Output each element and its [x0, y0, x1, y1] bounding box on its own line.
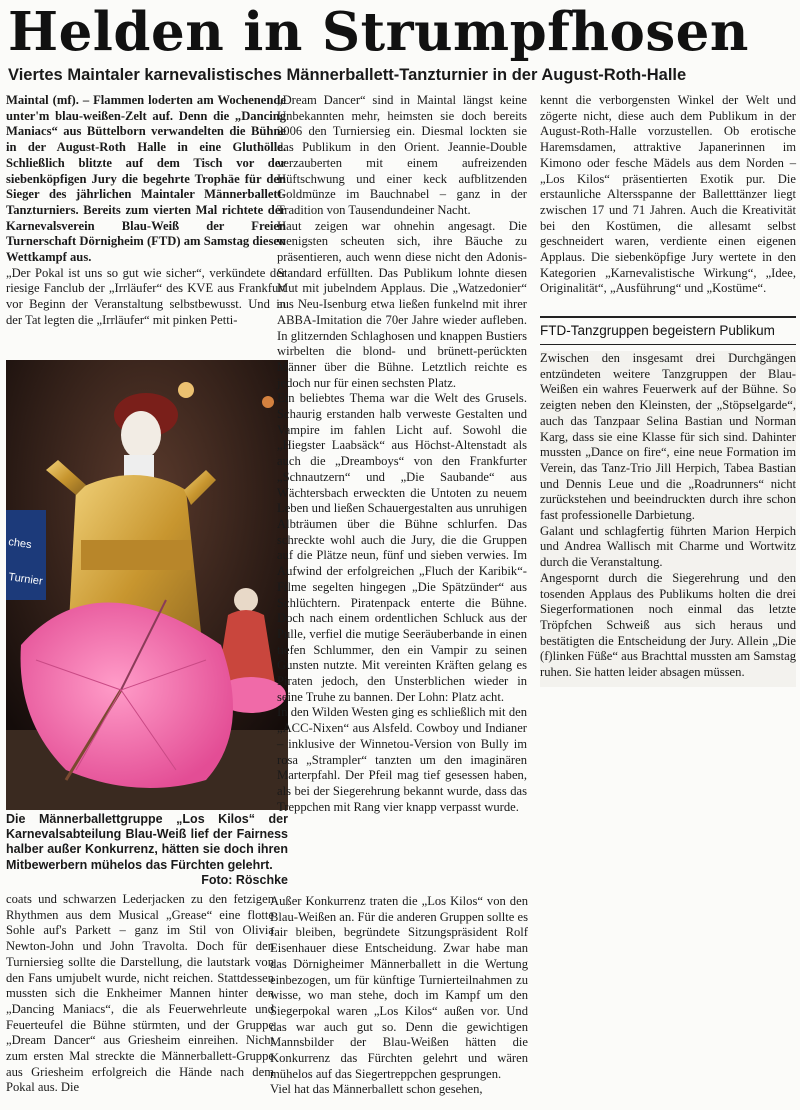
- lead-paragraph: Maintal (mf). – Flammen loderten am Wochenende unter'm blau-weißen-Zelt auf. Denn die „Dancing Maniacs“ aus Büttelborn verwandelten die Bühne in der August-Roth Halle in eine Gluthölle. Schließlich blitzte auf dem Tisch vor der siebenköpfigen Jury die begehrte Trophäe für den Sieger des jährlichen Maintaler Männerballett-Tanzturniers. Bereits zum vierten Mal richtete der Karnevalsverein Blau-Weiß der Freien Turnerschaft Dörnigheim (FTD) am Samstag diesen Wettkampf aus.: [6, 93, 286, 265]
- headline: Helden in Strumpfhosen: [8, 1, 749, 63]
- banner-text: ches: [7, 536, 33, 552]
- subheadline: Viertes Maintaler karnevalistisches Männerballett-Tanzturnier in der August-Roth-Halle: [8, 66, 687, 84]
- column-2-paragraph: Außer Konkurrenz traten die „Los Kilos“ von den Blau-Weißen an. Für die anderen Gruppen sollte es fair bleiben, begründete Sitzungspräsident Rolf Eisenhauer diese Entscheidung. Zwar habe man das Dörnigheimer Männerballett in die Wertung einbezogen, um für künftige Turnierteilnahmen zu wisse, wo man stehe, doch im Kampf um den Siegerpokal waren „Los Kilos“ außen vor. Und das war auch gut so. Denn die gewichtigen Mannsbilder der Blau-Weißen hätten die Konkurrenz das Fürchten gelehrt und wären mühelos auf das Siegertreppchen gesprungen.: [270, 894, 528, 1081]
- banner-text: Turnier: [7, 571, 44, 588]
- column-1-top: [6, 93, 286, 329]
- column-3-paragraph: Zwischen den insgesamt drei Durchgängen entzündeten weitere Tanzgruppen der Blau-Weißen ein wahres Feuerwerk auf der Bühne. So zeigten neben den Kleinsten, der „Stöpselgarde“, auch das Tanzpaar Selina Bastian und Norman Karg, dass sie eine Klasse für sich sind. Dahinter mussten „Dance on fire“, eine neue Formation im Verein, das Tanz-Trio Jill Herpich, Tabea Bastian und Dennis Leue und die „Roadrunners“ nicht zurückstehen und beeindruckten durch ihre schon fast professionelle Darbietung.: [540, 351, 796, 523]
- column-3-bottom: [540, 351, 796, 687]
- column-1-bottom: coats und schwarzen Lederjacken zu den fetzigen Rhythmen aus dem Musical „Grease“ eine flotte Sohle auf's Parkett – ganz im Stil von Olivia Newton-John und John Travolta. Doch für den Turniersieg sollte die Darstellung, die lautstark von den Fans umjubelt wurde, nicht reichen. Stattdessen mussten sich die Enkheimer Mannen hinter den „Dancing Maniacs“, die als Feuerwehrleute und Feuerteufel die Bühne stürmten, und der Gruppe „Dream Dancer“ aus Griesheim einreihen. Nicht zum ersten Mal streckte die Männerballett-Gruppe aus Griesheim erfolgreich die Hände nach dem Pokal aus. Die: [6, 892, 274, 1095]
- photo-caption: [6, 812, 288, 888]
- article-photo: [6, 360, 288, 810]
- photo-credit: Foto: Röschke: [201, 872, 288, 887]
- column-2: [277, 93, 527, 815]
- column-2-paragraph: Ein beliebtes Thema war die Welt des Grusels. Schaurig erstanden halb verweste Gestalten und Vampire im fahlen Licht auf. Sowohl die „Hiegster Laabsäck“ aus Höchst-Altenstadt als auch die „Dreamboys“ von den Frankfurter „Schnautzern“ und „Die Saubande“ aus Wächtersbach erweckten die Untoten zu neuem Leben und ließen Schauergestalten aus unruhigen Albträumen über die Bühne schlurfen. Das schreckte wohl auch die Jury, die die Gruppen auf die Plätze neun, fünf und sieben verwies. Im Aufwind der erfolgreichen „Fluch der Karibik“-Filme segelten hingegen „Die Spätzünder“ aus Schlüchtern. Piratenpack enterte die Bühne. Doch nach einem ordentlichen Schluck aus der Pulle, verfiel die mutige Seeräuberbande in einen tiefen Schlummer, den ein Vampir zu seinen Gunsten nutzte. Mit vereinten Kräften gelang es Piraten jedoch, den Unsterblichen wieder in seine Truhe zu bannen. Der Lohn: Platz acht.: [277, 391, 527, 704]
- column-3-paragraph: Galant und schlagfertig führten Marion Herpich und Andrea Wallisch mit Charme und Wortwitz durch die Veranstaltung.: [540, 523, 796, 570]
- stage-light: [262, 396, 274, 408]
- caption-text: Die Männerballettgruppe „Los Kilos“ der Karnevalsabteilung Blau-Weiß lief der Fairness halber außer Konkurrenz, hätten sie doch ihren Mitbewerbern mühelos das Fürchten gelehrt.: [6, 812, 288, 872]
- stage-light: [178, 382, 194, 398]
- column-2-paragraph: „Dream Dancer“ sind in Maintal längst keine Unbekannten mehr, heimsten sie doch bereits 2006 den Turniersieg ein. Diesmal lockten sie das Publikum in den Orient. Jeannie-Double verzauberten mit einem aufreizenden Hüftschwung und einer keck aufblitzenden Goldmünze im Bauchnabel – ganz in der Tradition von Tausendundeiner Nacht.: [277, 93, 527, 217]
- section-subheading: FTD-Tanzgruppen begeistern Publikum: [540, 316, 796, 345]
- column-2-paragraph: Haut zeigen war ohnehin angesagt. Die wenigsten scheuten sich, ihre Bäuche zu präsentieren, auch wenn diese nicht den Adonis-Standard erfüllten. Das Publikum lohnte diesen Mut mit jubelndem Applaus. Die „Watzedonier“ aus Neu-Isenburg etwa ließen funkelnd mit ihrer ABBA-Imitation die 70er Jahre wieder aufleben. In glitzernden Schlaghosen und knappen Bustiers wirbelten die blond- und brünett-perückten Männer über die Bühne. Letztlich reichte es jedoch nur für einen sechsten Platz.: [277, 218, 527, 390]
- column-3-top: [540, 93, 796, 297]
- column-3-paragraph: kennt die verborgensten Winkel der Welt und zögerte nicht, diese auch dem Publikum in der August-Roth-Halle vorzustellen. Ob erotische Haremsdamen, attraktive Japanerinnen im Kimono oder fesche Mädels aus dem Norden – „Los Kilos“ präsentierten Exotik pur. Die erstaunliche Altersspanne der Balletttänzer liegt zwischen 17 und 71 Jahren. Auch die Kreativität bei den Kostümen, die allesamt selbst geschneidert waren, verdiente einen eigenen Applaus. Die siebenköpfige Jury wertete in den Kategorien „Karnevalistische Wirkung“, „Idee, Originalität“, „Ausführung“ und „Kostüme“.: [540, 93, 796, 296]
- column-1-paragraph: „Der Pokal ist uns so gut wie sicher“, verkündete der riesige Fanclub der „Irrläufer“ des KVE aus Frankfurt vor Beginn der Veranstaltung selbstbewusst. Und in der Tat legten die „Irrläufer“ mit pinken Petti-: [6, 265, 286, 327]
- column-3-paragraph: Angespornt durch die Siegerehrung und den tosenden Applaus des Publikums holten die drei Siegerformationen noch einmal das letzte Tröpfchen Schweiß aus sich heraus und bestätigten die Entscheidung der Jury. Allein „Die (f)linken Füße“ aus Brachttal mussten am Samstag ruhen. Sie hatten leider absagen müssen.: [540, 570, 797, 680]
- dancers-illustration: [6, 360, 288, 810]
- column-2-paragraph: In den Wilden Westen ging es schließlich mit den „ACC-Nixen“ aus Alsfeld. Cowboy und Indianer – inklusive der Winnetou-Version von Bully im rosa „Strampler“ tanzten um den imaginären Marterpfahl. Der Pfeil mag tief gesessen haben, als bei der Siegerehrung bekannt wurde, dass das Treppchen mit Rang vier knapp verpasst wurde.: [277, 705, 527, 814]
- column-2-paragraph: Viel hat das Männerballett schon gesehen,: [270, 1082, 483, 1097]
- column-2-bottom: [270, 894, 528, 1098]
